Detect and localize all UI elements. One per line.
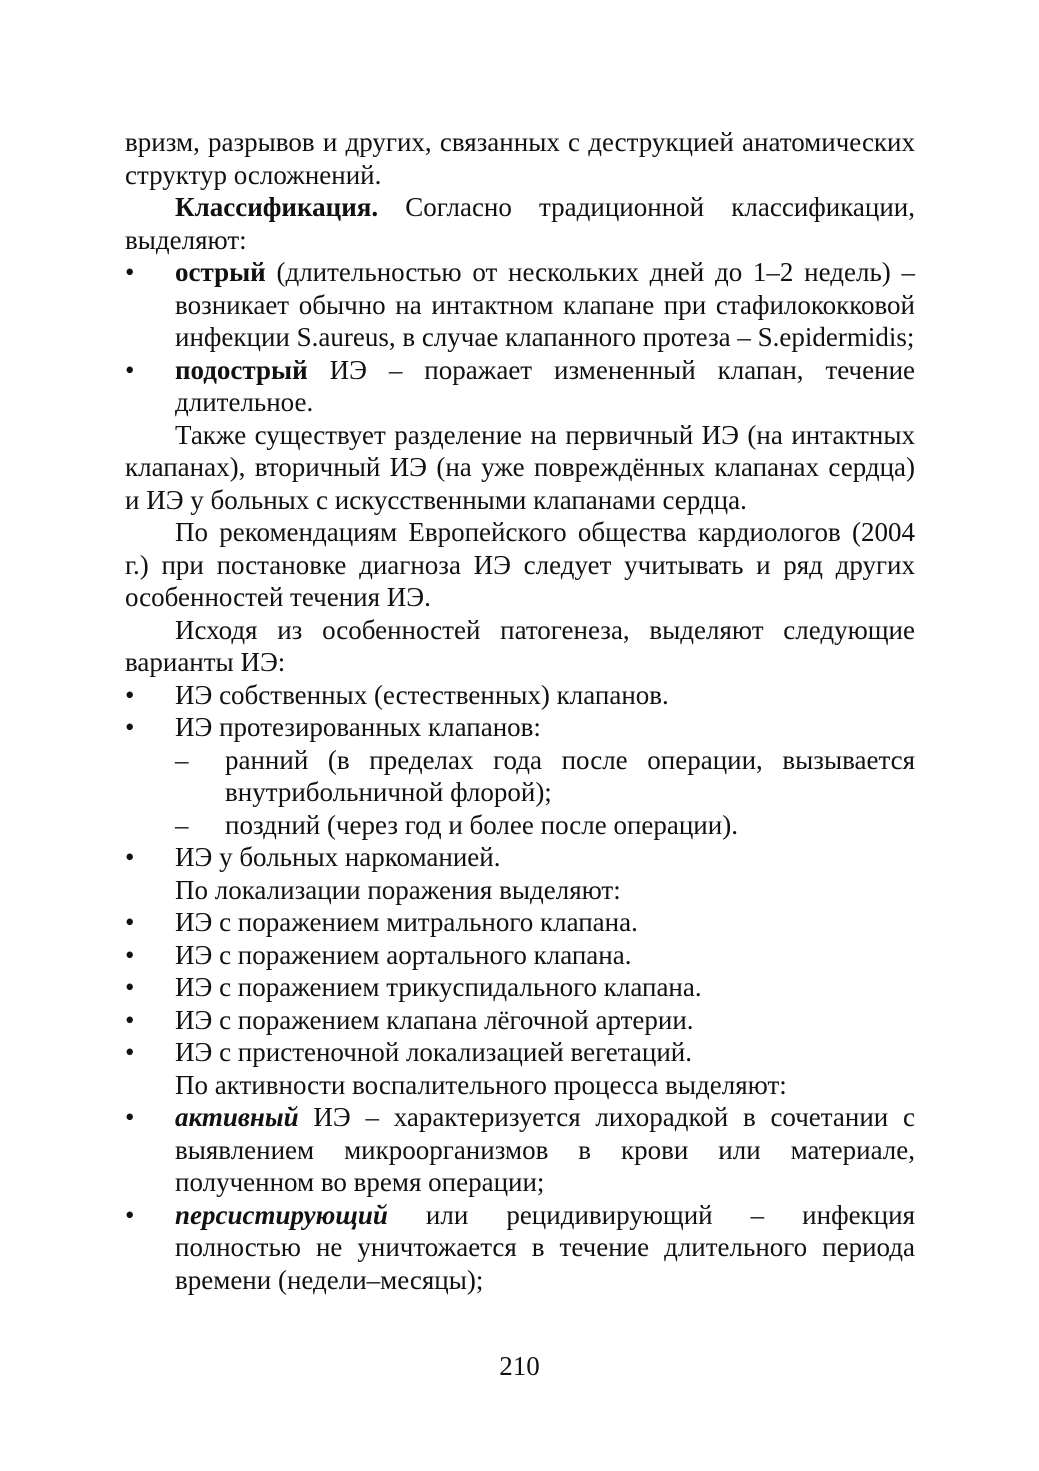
paragraph-classification [125, 191, 915, 256]
paragraph-localization: По локализации поражения выделяют: [175, 874, 621, 905]
activity-list [125, 1101, 915, 1296]
list-item-text: ИЭ с пристеночной локализацией вегетаций. [175, 1037, 692, 1067]
list-item-subacute [125, 354, 915, 419]
page-body [125, 126, 915, 1296]
bullet-marker: • [125, 939, 135, 970]
term-acute: острый [175, 257, 266, 287]
bullet-marker: • [125, 1199, 135, 1230]
paragraph-pathogenesis: Исходя из особенностей патогенеза, выделяют следующие варианты ИЭ: [125, 614, 915, 677]
list-item-acute [125, 256, 915, 354]
sublist-item-early [175, 744, 915, 809]
list-item-prosthetic-valves [125, 711, 915, 841]
list-item-text: ИЭ – характеризуется лихорадкой в сочетании с выявлением микроорганизмов в крови или материале, полученном во время операции; [175, 1102, 915, 1197]
pathogenesis-list [125, 679, 915, 874]
list-item-text: ИЭ с поражением аортального клапана. [175, 939, 632, 970]
list-item-active [125, 1101, 915, 1199]
bullet-marker: • [125, 257, 135, 287]
list-item-parietal [125, 1036, 915, 1069]
bullet-marker: • [125, 354, 135, 385]
list-item-text: ИЭ с поражением митрального клапана. [175, 907, 638, 937]
list-item-aortic [125, 939, 915, 972]
list-item-tricuspid [125, 971, 915, 1004]
list-item-text: (длительностью от нескольких дней до 1–2 недель) – возникает обычно на интактном клапане при стафилококковой инфекции S.aureus, в случае клапанного протеза – S.epidermidis; [175, 257, 915, 352]
paragraph-primary-secondary: Также существует разделение на первичный ИЭ (на интактных клапанах), вторичный ИЭ (на уже повреждённых клапанах сердца) и ИЭ у больных с искусственными клапанами сердца. [125, 419, 915, 515]
bullet-marker: • [125, 712, 135, 742]
bullet-marker: • [125, 907, 135, 937]
bullet-marker: • [125, 1004, 135, 1035]
list-item-mitral [125, 906, 915, 939]
list-item-text: ИЭ с поражением клапана лёгочной артерии. [175, 1004, 694, 1035]
list-item-drug-users [125, 841, 915, 874]
page-number: 210 [499, 1351, 540, 1381]
prosthetic-sublist [175, 744, 915, 842]
list-item-text: ИЭ – поражает измененный клапан, течение длительное. [175, 354, 915, 417]
course-type-list [125, 256, 915, 419]
list-item-persistent [125, 1199, 915, 1297]
classification-heading: Классификация. [175, 192, 379, 222]
term-active: активный [175, 1102, 299, 1132]
paragraph-continuation: вризм, разрывов и других, связанных с деструкцией анатомических структур осложнений. [125, 127, 915, 190]
classification-text: Согласно традиционной классификации, выделяют: [125, 192, 915, 255]
sublist-item-text: ранний (в пределах года после операции, вызывается внутрибольничной флорой); [225, 744, 915, 807]
list-item-text: ИЭ у больных наркоманией. [175, 842, 501, 872]
list-item-pulmonary [125, 1004, 915, 1037]
bullet-marker: • [125, 972, 135, 1002]
localization-list [125, 906, 915, 1069]
list-item-text: ИЭ с поражением трикуспидального клапана. [175, 972, 702, 1002]
term-persistent: персистирующий [175, 1199, 388, 1230]
term-subacute: подострый [175, 354, 308, 385]
dash-marker: – [175, 744, 189, 775]
paragraph-activity: По активности воспалительного процесса выделяют: [175, 1069, 787, 1100]
list-item-text: ИЭ собственных (естественных) клапанов. [175, 679, 669, 710]
bullet-marker: • [125, 1037, 135, 1067]
sublist-item-text: поздний (через год и более после операции). [225, 809, 738, 840]
bullet-marker: • [125, 842, 135, 872]
bullet-marker: • [125, 1102, 135, 1132]
paragraph-esc-recommendations: По рекомендациям Европейского общества кардиологов (2004 г.) при постановке диагноза ИЭ следует учитывать и ряд других особенностей течения ИЭ. [125, 517, 915, 612]
list-item-native-valves [125, 679, 915, 712]
dash-marker: – [175, 809, 189, 840]
list-item-text: или рецидивирующий – инфекция полностью не уничтожается в течение длительного периода времени (недели–месяцы); [175, 1199, 915, 1295]
sublist-item-late [175, 809, 915, 842]
list-item-text: ИЭ протезированных клапанов: [175, 712, 541, 742]
bullet-marker: • [125, 679, 135, 710]
